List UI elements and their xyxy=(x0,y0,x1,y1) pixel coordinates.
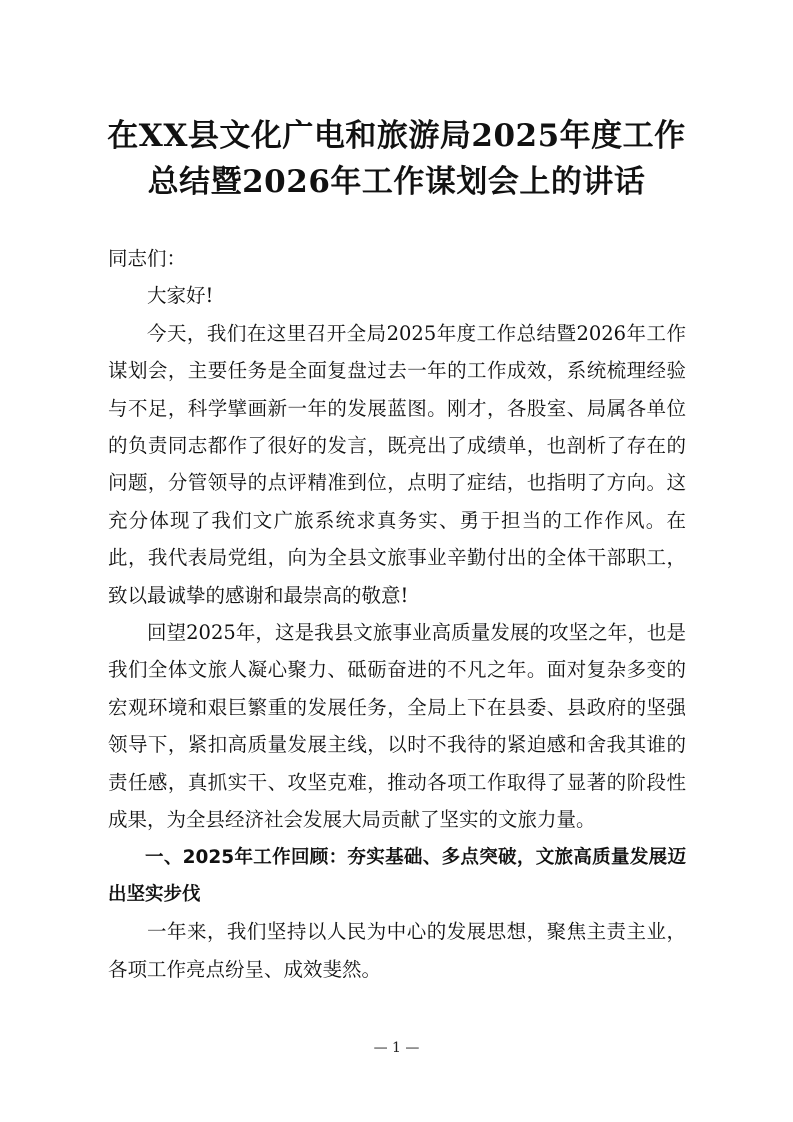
opening-paragraph: 今天，我们在这里召开全局2025年度工作总结暨2026年工作谋划会，主要任务是全面复盘过去一年的工作成效，系统梳理经验与不足，科学擘画新一年的发展蓝图。刚才，各股室、局属各单位的负责同志都作了很好的发言，既亮出了成绩单，也剖析了存在的问题，分管领导的点评精准到位，点明了症结，也指明了方向。这充分体现了我们文广旅系统求真务实、勇于担当的工作作风。在此，我代表局党组，向为全县文旅事业辛勤付出的全体干部职工，致以最诚挚的感谢和最崇高的敬意! xyxy=(108,321,686,607)
document-title-line-1: 在XX县文化广电和旅游局2025年度工作 xyxy=(107,118,686,154)
document-title xyxy=(100,113,693,205)
review-paragraph: 回望2025年，这是我县文旅事业高质量发展的攻坚之年，也是我们全体文旅人凝心聚力、砥砺奋进的不凡之年。面对复杂多变的宏观环境和艰巨繁重的发展任务，全局上下在县委、县政府的坚强领导下，紧扣高质量发展主线，以时不我待的紧迫感和舍我其谁的责任感，真抓实干、攻坚克难，推动各项工作取得了显著的阶段性成果，为全县经济社会发展大局贡献了坚实的文旅力量。 xyxy=(108,621,686,832)
salutation: 同志们： xyxy=(108,247,187,270)
section-intro-paragraph: 一年来，我们坚持以人民为中心的发展思想，聚焦主责主业，各项工作亮点纷呈、成效斐然。 xyxy=(108,920,686,981)
greeting-paragraph: 大家好! xyxy=(147,284,214,308)
section-heading: 一、2025年工作回顾：夯实基础、多点突破，文旅高质量发展迈出坚实步伐 xyxy=(108,846,686,905)
document-body xyxy=(108,240,686,988)
page-number: — 1 — xyxy=(373,1040,420,1056)
document-title-line-2: 总结暨2026年工作谋划会上的讲话 xyxy=(147,164,646,200)
